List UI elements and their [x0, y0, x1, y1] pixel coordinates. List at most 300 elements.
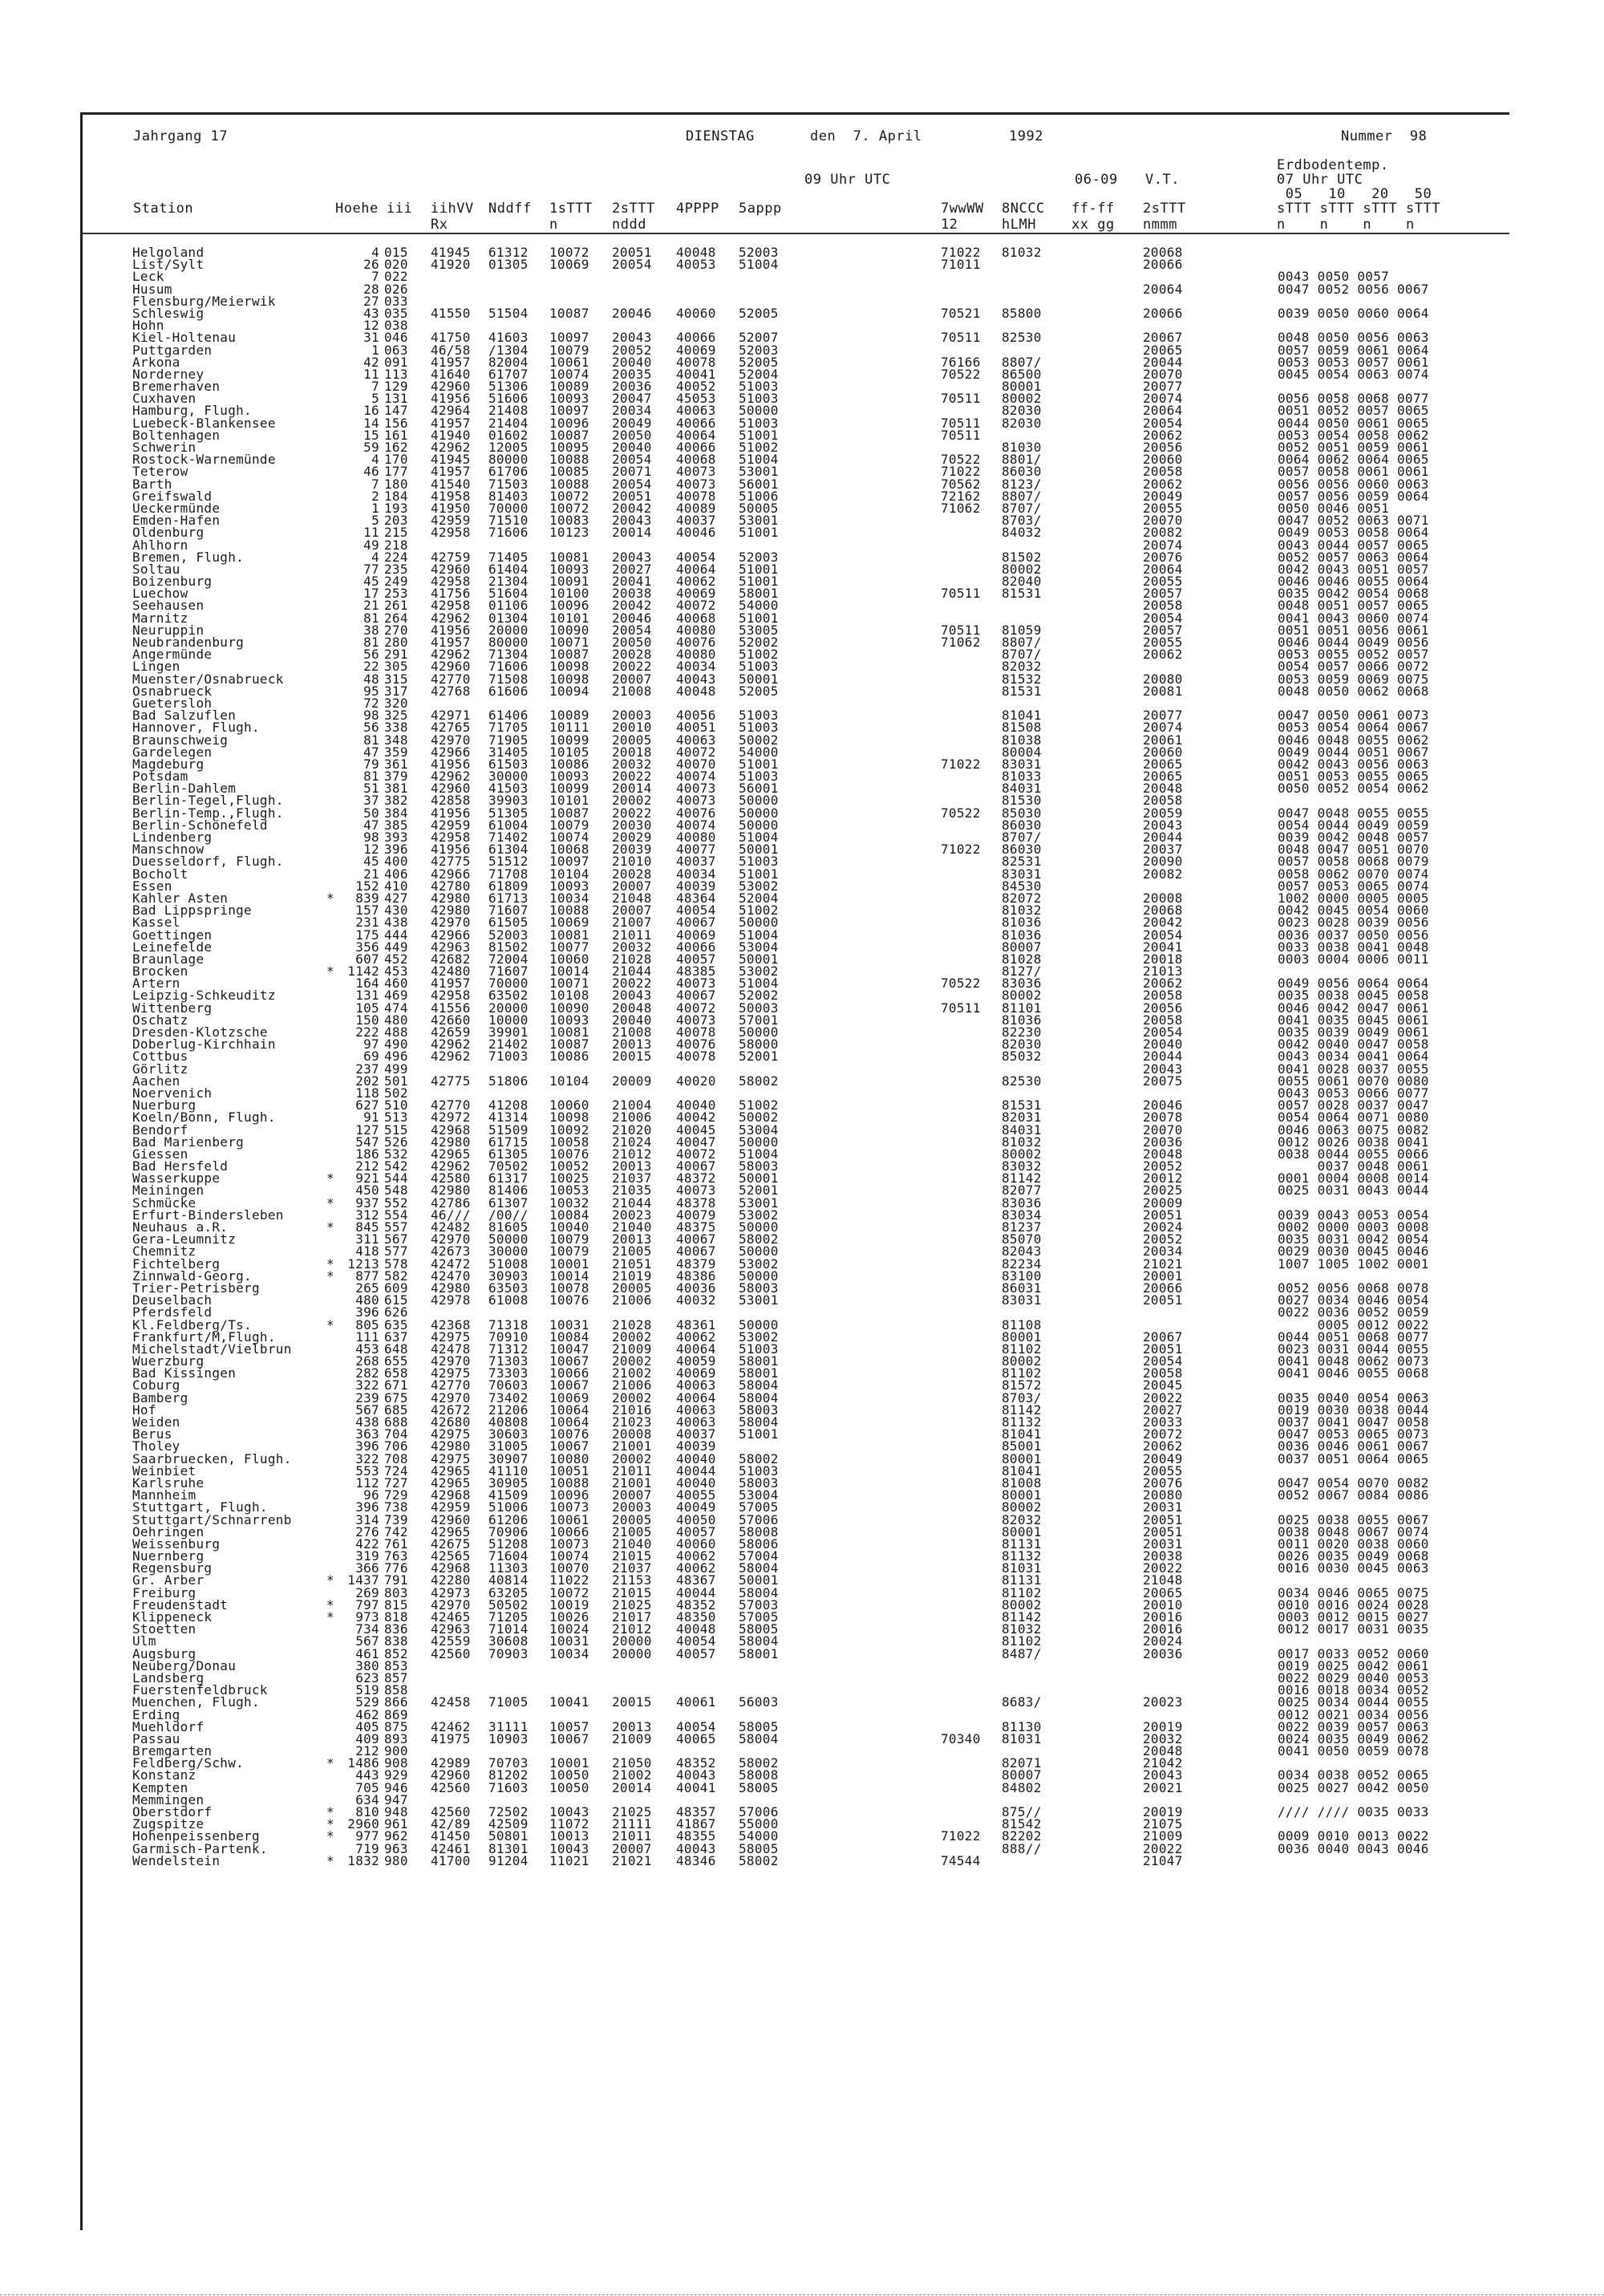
elevation: 1142	[347, 963, 379, 980]
mountain-marker: *	[326, 1755, 334, 1771]
cloud-8nccc: 83031	[1002, 866, 1042, 882]
temp-1sttt: 10093	[549, 391, 589, 407]
soil-temps: 1007 1005 1002 0001	[1278, 1255, 1429, 1272]
ihvv: 42962	[431, 440, 471, 455]
vt-2sttt: 20043	[1143, 817, 1183, 833]
cloud-8nccc: 83100	[1002, 1268, 1042, 1284]
temp-2sttt: 20002	[612, 1450, 652, 1466]
temp-2sttt: 21025	[612, 1596, 652, 1612]
weather-7wwww: 70511	[941, 391, 981, 407]
ihvv: 42461	[431, 1840, 471, 1856]
nddff: 71606	[488, 525, 529, 541]
pressure-4pppp: 40053	[676, 257, 716, 273]
station-index: 449	[384, 939, 408, 955]
temp-2sttt: 21002	[612, 1767, 652, 1783]
temp-1sttt: 10101	[549, 793, 589, 809]
ihvv: 41756	[431, 586, 471, 602]
nddff: 51504	[488, 305, 529, 321]
soil-temps: 0050 0046 0051	[1278, 500, 1390, 516]
elevation: 409	[355, 1730, 379, 1746]
temp-1sttt: 10073	[549, 1499, 589, 1515]
pressure-4pppp: 40067	[676, 988, 716, 1004]
nddff: 61503	[488, 756, 529, 772]
tendency-5appp: 58004	[739, 1633, 779, 1649]
temp-1sttt: 10043	[549, 1840, 589, 1856]
tendency-5appp: 57006	[739, 1511, 779, 1527]
nddff: 73402	[488, 1389, 529, 1406]
station-name: Leck	[132, 269, 164, 285]
station-index: 510	[384, 1097, 408, 1114]
soil-temps: 0010 0016 0024 0028	[1278, 1596, 1429, 1612]
elevation: 418	[355, 1243, 379, 1260]
ihvv: 42960	[431, 561, 471, 577]
tendency-5appp: 58001	[739, 1365, 779, 1381]
station-name: Berlin-Schönefeld	[132, 817, 268, 833]
tendency-5appp: 51003	[739, 391, 779, 407]
cloud-8nccc: 82234	[1002, 1255, 1042, 1272]
station-name: Cuxhaven	[132, 391, 196, 407]
cloud-8nccc: 81531	[1002, 586, 1042, 602]
ihvv: 42962	[431, 1158, 471, 1174]
pressure-4pppp: 40070	[676, 756, 716, 772]
elevation: 4	[371, 549, 379, 565]
soil-temps: 0044 0050 0061 0065	[1278, 415, 1429, 431]
nddff: 81202	[488, 1767, 529, 1783]
temp-2sttt: 21044	[612, 1195, 652, 1211]
temp-1sttt: 10079	[549, 342, 589, 358]
cloud-8nccc: 80001	[1002, 1487, 1042, 1503]
station-name: Muenchen, Flugh.	[132, 1694, 260, 1710]
station-name: Berlin-Dahlem	[132, 781, 237, 797]
tendency-5appp: 50000	[739, 805, 779, 821]
soil-temps: 0035 0042 0054 0068	[1278, 586, 1429, 602]
station-name: Kassel	[132, 915, 180, 931]
tendency-5appp: 58001	[739, 1353, 779, 1369]
vt-2sttt: 20077	[1143, 708, 1183, 724]
cloud-8nccc: 80007	[1002, 939, 1042, 955]
temp-1sttt: 10087	[549, 647, 589, 663]
ihvv: 42975	[431, 1329, 471, 1345]
tendency-5appp: 52004	[739, 366, 779, 382]
pressure-4pppp: 40044	[676, 1584, 716, 1600]
station-name: Wuerzburg	[132, 1353, 205, 1369]
ihvv: 42970	[431, 915, 471, 931]
temp-2sttt: 21002	[612, 1365, 652, 1381]
elevation: 7	[371, 379, 379, 395]
station-name: Klippeneck	[132, 1609, 213, 1625]
nddff: 31005	[488, 1438, 529, 1454]
station-index: 490	[384, 1036, 408, 1053]
soil-temps: 0037 0051 0064 0065	[1278, 1450, 1429, 1466]
elevation: 845	[355, 1219, 379, 1235]
tendency-5appp: 50001	[739, 842, 779, 858]
weather-7wwww: 70511	[941, 330, 981, 346]
station-index: 724	[384, 1462, 408, 1479]
temp-2sttt: 20032	[612, 939, 652, 955]
pressure-4pppp: 40065	[676, 1730, 716, 1746]
temp-2sttt: 21011	[612, 927, 652, 943]
cloud-8nccc: 81131	[1002, 1572, 1042, 1588]
tendency-5appp: 51001	[739, 1426, 779, 1442]
station-name: Duesseldorf, Flugh.	[132, 854, 284, 870]
soil-temps: 0041 0050 0059 0078	[1278, 1743, 1429, 1759]
vt-2sttt: 20022	[1143, 1840, 1183, 1856]
elevation: 519	[355, 1682, 379, 1698]
station-name: Fichtelberg	[132, 1255, 221, 1272]
vt-2sttt: 20058	[1143, 1365, 1183, 1381]
station-index: 857	[384, 1669, 408, 1685]
pressure-4pppp: 48352	[676, 1755, 716, 1771]
temp-1sttt: 10066	[549, 1365, 589, 1381]
soil-temps: 0058 0062 0070 0074	[1278, 866, 1429, 882]
cloud-8nccc: 81132	[1002, 1414, 1042, 1430]
nddff: 81605	[488, 1219, 529, 1235]
elevation: 705	[355, 1779, 379, 1795]
tendency-5appp: 51001	[739, 756, 779, 772]
station-index: 253	[384, 586, 408, 602]
cloud-8nccc: 82530	[1002, 330, 1042, 346]
station-name: Stoetten	[132, 1621, 196, 1637]
station-index: 947	[384, 1791, 408, 1807]
station-index: 161	[384, 427, 408, 443]
temp-1sttt: 10081	[549, 1024, 589, 1040]
ihvv: 42965	[431, 1475, 471, 1491]
elevation: 14	[363, 415, 379, 431]
pressure-4pppp: 40066	[676, 440, 716, 455]
temp-2sttt: 21005	[612, 1523, 652, 1539]
nddff: 81403	[488, 488, 529, 504]
station-index: 791	[384, 1572, 408, 1588]
elevation: 319	[355, 1548, 379, 1564]
ihvv: 42980	[431, 903, 471, 919]
elevation: 127	[355, 1122, 379, 1138]
station-name: Flensburg/Meierwik	[132, 293, 276, 309]
vt-2sttt: 20019	[1143, 1804, 1183, 1819]
cloud-8nccc: 81142	[1002, 1170, 1042, 1187]
temp-1sttt: 10087	[549, 805, 589, 821]
temp-2sttt: 20013	[612, 1036, 652, 1053]
station-name: Bremerhaven	[132, 379, 221, 395]
tendency-5appp: 50001	[739, 951, 779, 967]
nddff: 40814	[488, 1572, 529, 1588]
ihvv: 42960	[431, 659, 471, 675]
soil-temps: 0023 0028 0039 0056	[1278, 915, 1429, 931]
station-name: Magdeburg	[132, 756, 205, 772]
date-label: den 7. April	[810, 128, 922, 144]
nddff: 61707	[488, 366, 529, 382]
tendency-5appp: 51001	[739, 561, 779, 577]
mountain-marker: *	[326, 1596, 334, 1612]
nddff: 01602	[488, 427, 529, 443]
soil-temps: 0053 0059 0069 0075	[1278, 671, 1429, 687]
tendency-5appp: 58003	[739, 1475, 779, 1491]
station-name: Greifswald	[132, 488, 213, 504]
temp-2sttt: 21001	[612, 1475, 652, 1491]
station-index: 291	[384, 647, 408, 663]
vt-2sttt: 20082	[1143, 525, 1183, 541]
cloud-8nccc: 81008	[1002, 1475, 1042, 1491]
elevation: 4	[371, 245, 379, 260]
soil-temps: 0056 0056 0060 0063	[1278, 476, 1429, 492]
nddff: 61004	[488, 817, 529, 833]
elevation: 921	[355, 1170, 379, 1187]
tendency-5appp: 57006	[739, 1804, 779, 1819]
elevation: 1832	[347, 1852, 379, 1868]
pressure-4pppp: 40080	[676, 622, 716, 638]
nddff: 61206	[488, 1511, 529, 1527]
ihvv: 41956	[431, 842, 471, 858]
temp-1sttt: 10090	[549, 622, 589, 638]
ihvv: 42975	[431, 1365, 471, 1381]
soil-temps: 0042 0043 0056 0063	[1278, 756, 1429, 772]
station-index: 908	[384, 1755, 408, 1771]
elevation: 5	[371, 513, 379, 529]
station-index: 038	[384, 318, 408, 334]
temp-1sttt: 10019	[549, 1596, 589, 1612]
vt-2sttt: 20044	[1143, 1049, 1183, 1065]
temp-1sttt: 10100	[549, 586, 589, 602]
elevation: 973	[355, 1609, 379, 1625]
temp-2sttt: 21153	[612, 1572, 652, 1588]
pressure-4pppp: 40079	[676, 1207, 716, 1223]
station-name: Essen	[132, 878, 172, 894]
soil-temps: 0039 0050 0060 0064	[1278, 305, 1429, 321]
pressure-4pppp: 48372	[676, 1170, 716, 1187]
ihvv: 42958	[431, 830, 471, 845]
temp-1sttt: 10097	[549, 854, 589, 870]
station-name: Artern	[132, 976, 180, 992]
station-index: 156	[384, 415, 408, 431]
nddff: 50801	[488, 1828, 529, 1844]
tendency-5appp: 50000	[739, 915, 779, 931]
cloud-8nccc: 81572	[1002, 1377, 1042, 1393]
ihvv: 42989	[431, 1755, 471, 1771]
cloud-8nccc: 86030	[1002, 464, 1042, 480]
ihvv: 41700	[431, 1852, 471, 1868]
soil-temps: 0012 0021 0034 0056	[1278, 1706, 1429, 1722]
vt-2sttt: 20055	[1143, 635, 1183, 650]
station-name: Feldberg/Schw.	[132, 1755, 245, 1771]
temp-1sttt: 10071	[549, 976, 589, 992]
ihvv: 42962	[431, 647, 471, 663]
pressure-4pppp: 48379	[676, 1255, 716, 1272]
cloud-8nccc: 8123/	[1002, 476, 1042, 492]
ihvv: 42971	[431, 708, 471, 724]
station-index: 502	[384, 1085, 408, 1101]
soil-temps: 0033 0038 0041 0048	[1278, 939, 1429, 955]
soil-temps: 0003 0004 0006 0011	[1278, 951, 1429, 967]
tendency-5appp: 50000	[739, 1316, 779, 1333]
station-name: Berlin-Tegel,Flugh.	[132, 793, 284, 809]
pressure-4pppp: 40066	[676, 939, 716, 955]
pressure-4pppp: 40056	[676, 708, 716, 724]
station-index: 900	[384, 1743, 408, 1759]
vt-2sttt: 20058	[1143, 988, 1183, 1004]
station-name: Erfurt-Bindersleben	[132, 1207, 284, 1223]
nddff: 21402	[488, 1036, 529, 1053]
cloud-8nccc: 82030	[1002, 1036, 1042, 1053]
pressure-4pppp: 40050	[676, 1511, 716, 1527]
tendency-5appp: 50001	[739, 1170, 779, 1187]
col-iii: iii	[387, 201, 413, 217]
vt-2sttt: 20058	[1143, 1012, 1183, 1028]
pressure-4pppp: 40042	[676, 1109, 716, 1126]
station-name: Luechow	[132, 586, 188, 602]
elevation: 422	[355, 1535, 379, 1552]
elevation: 15	[363, 427, 379, 443]
station-index: 184	[384, 488, 408, 504]
temp-1sttt: 10040	[549, 1219, 589, 1235]
ihvv: 41450	[431, 1828, 471, 1844]
ihvv: 42958	[431, 988, 471, 1004]
nddff: 71607	[488, 903, 529, 919]
station-name: Hof	[132, 1402, 156, 1418]
tendency-5appp: 53001	[739, 1292, 779, 1308]
cloud-8nccc: 80002	[1002, 391, 1042, 407]
elevation: 237	[355, 1061, 379, 1077]
station-index: 488	[384, 1024, 408, 1040]
soil-temps: 0049 0053 0058 0064	[1278, 525, 1429, 541]
pressure-4pppp: 40077	[676, 842, 716, 858]
station-name: Karlsruhe	[132, 1475, 205, 1491]
temp-2sttt: 21035	[612, 1182, 652, 1199]
tendency-5appp: 57004	[739, 1548, 779, 1564]
ihvv: 41957	[431, 976, 471, 992]
ihvv: 42675	[431, 1535, 471, 1552]
tendency-5appp: 58005	[739, 1840, 779, 1856]
temp-1sttt: 10060	[549, 951, 589, 967]
pressure-4pppp: 40046	[676, 525, 716, 541]
tendency-5appp: 58006	[739, 1535, 779, 1552]
temp-1sttt: 10088	[549, 452, 589, 468]
nddff: 41603	[488, 330, 529, 346]
nddff: 70703	[488, 1755, 529, 1771]
temp-2sttt: 20000	[612, 1633, 652, 1649]
tendency-5appp: 58002	[739, 1073, 779, 1089]
nddff: 51512	[488, 854, 529, 870]
nddff: 51306	[488, 379, 529, 395]
elevation: 48	[363, 671, 379, 687]
soil-temps: 0022 0036 0052 0059	[1278, 1304, 1429, 1320]
ihvv: 42962	[431, 769, 471, 785]
station-index: 406	[384, 866, 408, 882]
elevation: 839	[355, 890, 379, 906]
tendency-5appp: 50003	[739, 1000, 779, 1016]
soil-temps: 0057 0056 0059 0064	[1278, 488, 1429, 504]
elevation: 11	[363, 525, 379, 541]
tendency-5appp: 51004	[739, 976, 779, 992]
weather-7wwww: 70340	[941, 1730, 981, 1746]
vt-2sttt: 20038	[1143, 1548, 1183, 1564]
weather-7wwww: 74544	[941, 1852, 981, 1868]
ihvv: 41956	[431, 756, 471, 772]
temp-1sttt: 10096	[549, 1487, 589, 1503]
station-index: 215	[384, 525, 408, 541]
temp-1sttt: 11021	[549, 1852, 589, 1868]
ihvv: 42965	[431, 1462, 471, 1479]
temp-2sttt: 20050	[612, 635, 652, 650]
ihvv: 42280	[431, 1572, 471, 1588]
weather-7wwww: 72162	[941, 488, 981, 504]
vt-2sttt: 20060	[1143, 744, 1183, 760]
cloud-8nccc: 83036	[1002, 1195, 1042, 1211]
nddff: 01106	[488, 598, 529, 614]
temp-1sttt: 10025	[549, 1170, 589, 1187]
nddff: /00//	[488, 1207, 529, 1223]
tendency-5appp: 51003	[739, 415, 779, 431]
pressure-4pppp: 40069	[676, 927, 716, 943]
temp-2sttt: 21009	[612, 1341, 652, 1357]
soil-temps: 0048 0050 0062 0068	[1278, 683, 1429, 699]
ihvv: 42959	[431, 1499, 471, 1515]
vt-2sttt: 20054	[1143, 415, 1183, 431]
station-index: 637	[384, 1329, 408, 1345]
tendency-5appp: 51002	[739, 647, 779, 663]
vt-2sttt: 20051	[1143, 1511, 1183, 1527]
station-name: Bad Lippspringe	[132, 903, 252, 919]
elevation: 118	[355, 1085, 379, 1101]
temp-1sttt: 10086	[549, 756, 589, 772]
station-name: Oehringen	[132, 1523, 205, 1539]
temp-2sttt: 20050	[612, 427, 652, 443]
temp-1sttt: 10067	[549, 1438, 589, 1454]
nddff: 01304	[488, 610, 529, 626]
temp-1sttt: 10104	[549, 1073, 589, 1089]
pressure-4pppp: 40069	[676, 586, 716, 602]
nddff: 70603	[488, 1377, 529, 1393]
pressure-4pppp: 40072	[676, 1000, 716, 1016]
mountain-marker: *	[326, 1268, 334, 1284]
station-name: Muehldorf	[132, 1718, 205, 1734]
soil-temps: 0057 0058 0068 0079	[1278, 854, 1429, 870]
elevation: 96	[363, 1487, 379, 1503]
soil-temps: 0027 0034 0046 0054	[1278, 1292, 1429, 1308]
station-name: Chemnitz	[132, 1243, 196, 1260]
station-index: 469	[384, 988, 408, 1004]
pressure-4pppp: 40054	[676, 1718, 716, 1734]
soil-temps: 0054 0057 0066 0072	[1278, 659, 1429, 675]
temp-1sttt: 10053	[549, 1182, 589, 1199]
temp-2sttt: 21015	[612, 1548, 652, 1564]
pressure-4pppp: 40054	[676, 903, 716, 919]
ihvv: 42565	[431, 1548, 471, 1564]
vt-2sttt: 20016	[1143, 1609, 1183, 1625]
tendency-5appp: 51003	[739, 1341, 779, 1357]
tendency-5appp: 52005	[739, 683, 779, 699]
temp-2sttt: 20046	[612, 610, 652, 626]
pressure-4pppp: 48378	[676, 1195, 716, 1211]
nddff: 61312	[488, 245, 529, 260]
vt-2sttt: 20033	[1143, 1414, 1183, 1430]
station-name: Michelstadt/Vielbrun	[132, 1341, 292, 1357]
ihvv: 42786	[431, 1195, 471, 1211]
pressure-4pppp: 40068	[676, 452, 716, 468]
tendency-5appp: 52005	[739, 305, 779, 321]
nddff: 71318	[488, 1316, 529, 1333]
vt-2sttt: 20040	[1143, 1036, 1183, 1053]
temp-2sttt: 20015	[612, 1049, 652, 1065]
temp-2sttt: 20007	[612, 903, 652, 919]
pressure-4pppp: 40069	[676, 1365, 716, 1381]
cloud-8nccc: 81142	[1002, 1609, 1042, 1625]
cloud-8nccc: 82071	[1002, 1755, 1042, 1771]
soil-temps: 0003 0012 0015 0027	[1278, 1609, 1429, 1625]
station-name: Emden-Hafen	[132, 513, 221, 529]
temp-1sttt: 10050	[549, 1767, 589, 1783]
vt-2sttt: 20023	[1143, 1694, 1183, 1710]
ihvv: 41940	[431, 427, 471, 443]
elevation: 380	[355, 1657, 379, 1673]
